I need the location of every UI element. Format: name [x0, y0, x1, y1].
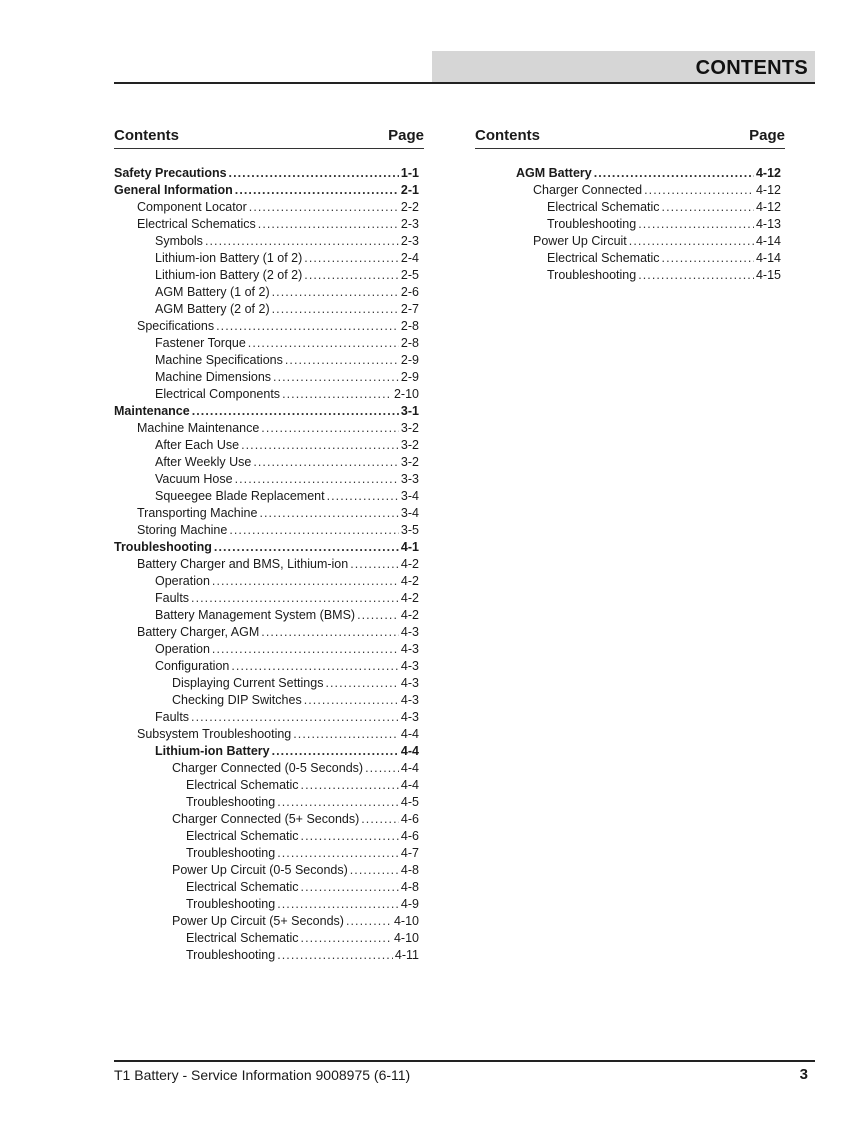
- toc-entry-page: 4-4: [400, 744, 419, 758]
- toc-leader-dots: [325, 676, 398, 690]
- toc-entry-page: 4-15: [755, 268, 781, 282]
- toc-entry-page: 2-8: [400, 336, 419, 350]
- toc-entry[interactable]: [114, 676, 424, 693]
- toc-leader-dots: [248, 336, 399, 350]
- toc-entry-page: 4-11: [394, 948, 419, 962]
- toc-entry-label: Operation: [155, 574, 210, 588]
- toc-entry[interactable]: [475, 251, 785, 268]
- toc-entry-label: After Weekly Use: [155, 455, 252, 469]
- toc-entry-page: 3-2: [400, 438, 419, 452]
- toc-leader-dots: [346, 914, 392, 928]
- toc-entry-page: 3-5: [400, 523, 419, 537]
- toc-entry[interactable]: [114, 608, 424, 625]
- toc-entry-page: 4-4: [400, 761, 419, 775]
- toc-entry-label: Safety Precautions: [114, 166, 227, 180]
- toc-entry[interactable]: [114, 812, 424, 829]
- toc-leader-dots: [282, 387, 392, 401]
- toc-entry-page: 4-14: [755, 234, 781, 248]
- toc-entry-label: Electrical Schematics: [137, 217, 256, 231]
- toc-entry-page: 3-1: [400, 404, 419, 418]
- toc-entry-page: 4-3: [400, 710, 419, 724]
- toc-leader-dots: [304, 693, 399, 707]
- toc-entry[interactable]: [114, 540, 424, 557]
- toc-entry-page: 4-3: [400, 693, 419, 707]
- toc-entry[interactable]: [114, 761, 424, 778]
- toc-leader-dots: [629, 234, 754, 248]
- toc-entry-label: Charger Connected (5+ Seconds): [172, 812, 360, 826]
- toc-entry[interactable]: [114, 455, 424, 472]
- toc-entry-label: Transporting Machine: [137, 506, 258, 520]
- toc-leader-dots: [241, 438, 399, 452]
- toc-leader-dots: [261, 421, 399, 435]
- toc-leader-dots: [229, 166, 399, 180]
- toc-entry[interactable]: [114, 370, 424, 387]
- toc-entry-page: 2-3: [400, 217, 419, 231]
- toc-entry[interactable]: [114, 200, 424, 217]
- toc-entry-label: Lithium-ion Battery (1 of 2): [155, 251, 303, 265]
- toc-entry-label: Electrical Schematic: [186, 880, 299, 894]
- toc-leader-dots: [235, 183, 399, 197]
- toc-leader-dots: [350, 863, 399, 877]
- toc-entry-label: Electrical Schematic: [186, 829, 299, 843]
- toc-entry-page: 2-4: [400, 251, 419, 265]
- toc-entry-page: 4-2: [400, 608, 419, 622]
- toc-entry[interactable]: [114, 829, 424, 846]
- toc-leader-dots: [301, 931, 392, 945]
- toc-entry-page: 4-1: [400, 540, 419, 554]
- toc-column-header: [475, 127, 785, 149]
- toc-entry[interactable]: [114, 387, 424, 404]
- toc-entry-label: Power Up Circuit (0-5 Seconds): [172, 863, 348, 877]
- toc-leader-dots: [191, 591, 399, 605]
- toc-entry-page: 2-8: [400, 319, 419, 333]
- toc-leader-dots: [357, 608, 399, 622]
- toc-leader-dots: [272, 302, 399, 316]
- toc-entry[interactable]: [114, 846, 424, 863]
- toc-entry-label: Configuration: [155, 659, 230, 673]
- toc-entry-page: 4-3: [400, 659, 419, 673]
- toc-leader-dots: [662, 200, 754, 214]
- toc-entry-label: Maintenance: [114, 404, 190, 418]
- toc-entry[interactable]: [114, 523, 424, 540]
- toc-entry-label: Electrical Schematic: [186, 778, 299, 792]
- toc-entry[interactable]: [475, 183, 785, 200]
- toc-entry-label: Machine Specifications: [155, 353, 283, 367]
- toc-entry[interactable]: [114, 625, 424, 642]
- toc-leader-dots: [212, 642, 399, 656]
- toc-leader-dots: [253, 455, 399, 469]
- toc-entry[interactable]: [114, 931, 424, 948]
- toc-leader-dots: [327, 489, 399, 503]
- toc-entry-label: Troubleshooting: [547, 268, 637, 282]
- toc-entry[interactable]: [114, 557, 424, 574]
- toc-entry-label: Troubleshooting: [186, 948, 276, 962]
- toc-entry[interactable]: [114, 489, 424, 506]
- toc-leader-dots: [258, 217, 399, 231]
- toc-leader-dots: [644, 183, 754, 197]
- toc-entry-label: AGM Battery (1 of 2): [155, 285, 270, 299]
- toc-leader-dots: [192, 404, 399, 418]
- toc-entry[interactable]: [114, 880, 424, 897]
- toc-entry-page: 4-6: [400, 829, 419, 843]
- toc-entry-label: Component Locator: [137, 200, 247, 214]
- header-rule: [114, 82, 815, 84]
- toc-entry-page: 4-12: [755, 166, 781, 180]
- toc-entry-label: Checking DIP Switches: [172, 693, 302, 707]
- toc-entry-page: 4-2: [400, 574, 419, 588]
- footer-rule: [114, 1060, 815, 1062]
- toc-entry[interactable]: [114, 659, 424, 676]
- toc-entry-page: 2-9: [400, 353, 419, 367]
- toc-leader-dots: [301, 778, 399, 792]
- toc-entry-page: 2-6: [400, 285, 419, 299]
- toc-entry[interactable]: [114, 438, 424, 455]
- toc-leader-dots: [273, 370, 399, 384]
- toc-entry-label: Storing Machine: [137, 523, 228, 537]
- toc-entry-label: Faults: [155, 591, 190, 605]
- toc-entry-label: After Each Use: [155, 438, 240, 452]
- toc-entry-label: Symbols: [155, 234, 203, 248]
- toc-column-left: [114, 127, 424, 965]
- toc-entry[interactable]: [475, 217, 785, 234]
- toc-entry-page: 4-2: [400, 557, 419, 571]
- toc-entry-label: General Information: [114, 183, 233, 197]
- toc-leader-dots: [272, 285, 399, 299]
- toc-entry-page: 4-12: [755, 200, 781, 214]
- toc-entry[interactable]: [114, 353, 424, 370]
- toc-leader-dots: [191, 710, 399, 724]
- toc-leader-dots: [277, 795, 399, 809]
- toc-entry-label: Power Up Circuit (5+ Seconds): [172, 914, 344, 928]
- toc-entry-page: 4-4: [400, 727, 419, 741]
- toc-entry[interactable]: [114, 778, 424, 795]
- toc-entry-page: 2-3: [400, 234, 419, 248]
- toc-entry-page: 3-2: [400, 421, 419, 435]
- toc-entry[interactable]: [114, 183, 424, 200]
- toc-entry[interactable]: [114, 863, 424, 880]
- toc-entry-label: AGM Battery (2 of 2): [155, 302, 270, 316]
- toc-entry-page: 3-2: [400, 455, 419, 469]
- toc-entry-page: 2-9: [400, 370, 419, 384]
- footer-page-number: 3: [799, 1066, 808, 1083]
- contents-heading: Contents: [475, 127, 540, 144]
- toc-leader-dots: [638, 217, 754, 231]
- toc-entry[interactable]: [114, 948, 424, 965]
- toc-entry-label: Troubleshooting: [186, 846, 276, 860]
- toc-entry-page: 4-4: [400, 778, 419, 792]
- toc-leader-dots: [277, 897, 399, 911]
- toc-leader-dots: [212, 574, 399, 588]
- toc-entry-page: 2-1: [400, 183, 419, 197]
- toc-entry-label: Electrical Schematic: [547, 251, 660, 265]
- toc-entry-page: 2-5: [400, 268, 419, 282]
- toc-leader-dots: [350, 557, 399, 571]
- toc-entry-label: Charger Connected: [533, 183, 643, 197]
- toc-entry[interactable]: [114, 336, 424, 353]
- toc-entry[interactable]: [114, 421, 424, 438]
- toc-leader-dots: [361, 812, 399, 826]
- toc-entry-label: Vacuum Hose: [155, 472, 233, 486]
- toc-entry-label: Subsystem Troubleshooting: [137, 727, 292, 741]
- toc-entry-page: 4-8: [400, 863, 419, 877]
- toc-entry-page: 4-3: [400, 676, 419, 690]
- toc-leader-dots: [662, 251, 754, 265]
- toc-entry[interactable]: [114, 251, 424, 268]
- toc-entry-page: 4-8: [400, 880, 419, 894]
- toc-entry[interactable]: [114, 217, 424, 234]
- toc-entry[interactable]: [475, 234, 785, 251]
- page-title: CONTENTS: [695, 57, 808, 79]
- toc-entry-page: 3-4: [400, 506, 419, 520]
- toc-leader-dots: [249, 200, 399, 214]
- toc-entry-page: 4-13: [755, 217, 781, 231]
- toc-entry-page: 3-4: [400, 489, 419, 503]
- toc-entry[interactable]: [114, 404, 424, 421]
- toc-entry-page: 4-5: [400, 795, 419, 809]
- toc-entry[interactable]: [114, 795, 424, 812]
- toc-entry-label: Battery Charger, AGM: [137, 625, 260, 639]
- toc-leader-dots: [231, 659, 399, 673]
- toc-entry-label: Faults: [155, 710, 190, 724]
- toc-entry[interactable]: [114, 285, 424, 302]
- toc-entry[interactable]: [114, 744, 424, 761]
- toc-entry-label: Lithium-ion Battery: [155, 744, 270, 758]
- toc-leader-dots: [277, 948, 393, 962]
- toc-entry-page: 1-1: [400, 166, 419, 180]
- toc-entry-page: 2-10: [393, 387, 419, 401]
- toc-entry-label: Electrical Schematic: [547, 200, 660, 214]
- toc-entry-label: Machine Maintenance: [137, 421, 260, 435]
- toc-entry-label: Troubleshooting: [186, 897, 276, 911]
- toc-leader-dots: [304, 251, 399, 265]
- footer-document-title: T1 Battery - Service Information 9008975 (6-11): [114, 1067, 411, 1083]
- toc-leader-dots: [214, 540, 399, 554]
- toc-entry-label: Operation: [155, 642, 210, 656]
- toc-entry-label: Fastener Torque: [155, 336, 246, 350]
- toc-column-header: [114, 127, 424, 149]
- toc-list: [114, 166, 424, 965]
- toc-entry[interactable]: [114, 591, 424, 608]
- toc-entry-label: Displaying Current Settings: [172, 676, 324, 690]
- toc-leader-dots: [277, 846, 399, 860]
- toc-leader-dots: [293, 727, 399, 741]
- toc-entry-label: Troubleshooting: [186, 795, 276, 809]
- toc-entry[interactable]: [475, 166, 785, 183]
- toc-leader-dots: [594, 166, 754, 180]
- toc-leader-dots: [259, 506, 398, 520]
- toc-entry[interactable]: [114, 897, 424, 914]
- toc-leader-dots: [304, 268, 399, 282]
- toc-entry-label: Lithium-ion Battery (2 of 2): [155, 268, 303, 282]
- toc-entry-label: Power Up Circuit: [533, 234, 627, 248]
- toc-entry-page: 4-10: [393, 931, 419, 945]
- toc-entry[interactable]: [114, 268, 424, 285]
- toc-entry-label: Specifications: [137, 319, 215, 333]
- toc-entry-label: Battery Charger and BMS, Lithium-ion: [137, 557, 349, 571]
- toc-entry-page: 2-2: [400, 200, 419, 214]
- toc-list: [475, 166, 785, 285]
- contents-heading: Contents: [114, 127, 179, 144]
- page-heading: Page: [388, 127, 424, 144]
- toc-entry-page: 4-14: [755, 251, 781, 265]
- toc-entry[interactable]: [114, 319, 424, 336]
- toc-leader-dots: [301, 829, 399, 843]
- toc-entry[interactable]: [475, 268, 785, 285]
- toc-entry-page: 4-3: [400, 625, 419, 639]
- toc-entry-label: Troubleshooting: [114, 540, 212, 554]
- toc-entry-page: 2-7: [400, 302, 419, 316]
- toc-entry[interactable]: [114, 710, 424, 727]
- toc-entry[interactable]: [475, 200, 785, 217]
- toc-entry-label: Charger Connected (0-5 Seconds): [172, 761, 364, 775]
- toc-entry-label: Battery Management System (BMS): [155, 608, 356, 622]
- toc-leader-dots: [205, 234, 399, 248]
- toc-leader-dots: [272, 744, 399, 758]
- toc-entry[interactable]: [114, 166, 424, 183]
- toc-entry-label: Squeegee Blade Replacement: [155, 489, 325, 503]
- toc-leader-dots: [216, 319, 399, 333]
- toc-entry[interactable]: [114, 506, 424, 523]
- toc-entry[interactable]: [114, 914, 424, 931]
- page-heading: Page: [749, 127, 785, 144]
- toc-entry-page: 4-10: [393, 914, 419, 928]
- toc-column-right: [475, 127, 785, 285]
- toc-entry-page: 3-3: [400, 472, 419, 486]
- toc-entry-label: Machine Dimensions: [155, 370, 272, 384]
- toc-entry-label: Troubleshooting: [547, 217, 637, 231]
- toc-leader-dots: [235, 472, 399, 486]
- toc-entry-page: 4-9: [400, 897, 419, 911]
- toc-entry-page: 4-3: [400, 642, 419, 656]
- toc-entry-label: AGM Battery: [516, 166, 592, 180]
- toc-entry-page: 4-12: [755, 183, 781, 197]
- toc-entry-label: Electrical Components: [155, 387, 281, 401]
- toc-entry[interactable]: [114, 472, 424, 489]
- toc-leader-dots: [638, 268, 754, 282]
- toc-entry-label: Electrical Schematic: [186, 931, 299, 945]
- toc-leader-dots: [301, 880, 399, 894]
- toc-entry[interactable]: [114, 302, 424, 319]
- toc-leader-dots: [229, 523, 399, 537]
- toc-entry[interactable]: [114, 727, 424, 744]
- toc-entry-page: 4-7: [400, 846, 419, 860]
- toc-entry[interactable]: [114, 574, 424, 591]
- toc-entry[interactable]: [114, 693, 424, 710]
- toc-leader-dots: [285, 353, 399, 367]
- toc-entry-page: 4-6: [400, 812, 419, 826]
- toc-entry-page: 4-2: [400, 591, 419, 605]
- toc-entry[interactable]: [114, 234, 424, 251]
- toc-leader-dots: [261, 625, 399, 639]
- toc-entry[interactable]: [114, 642, 424, 659]
- toc-leader-dots: [365, 761, 399, 775]
